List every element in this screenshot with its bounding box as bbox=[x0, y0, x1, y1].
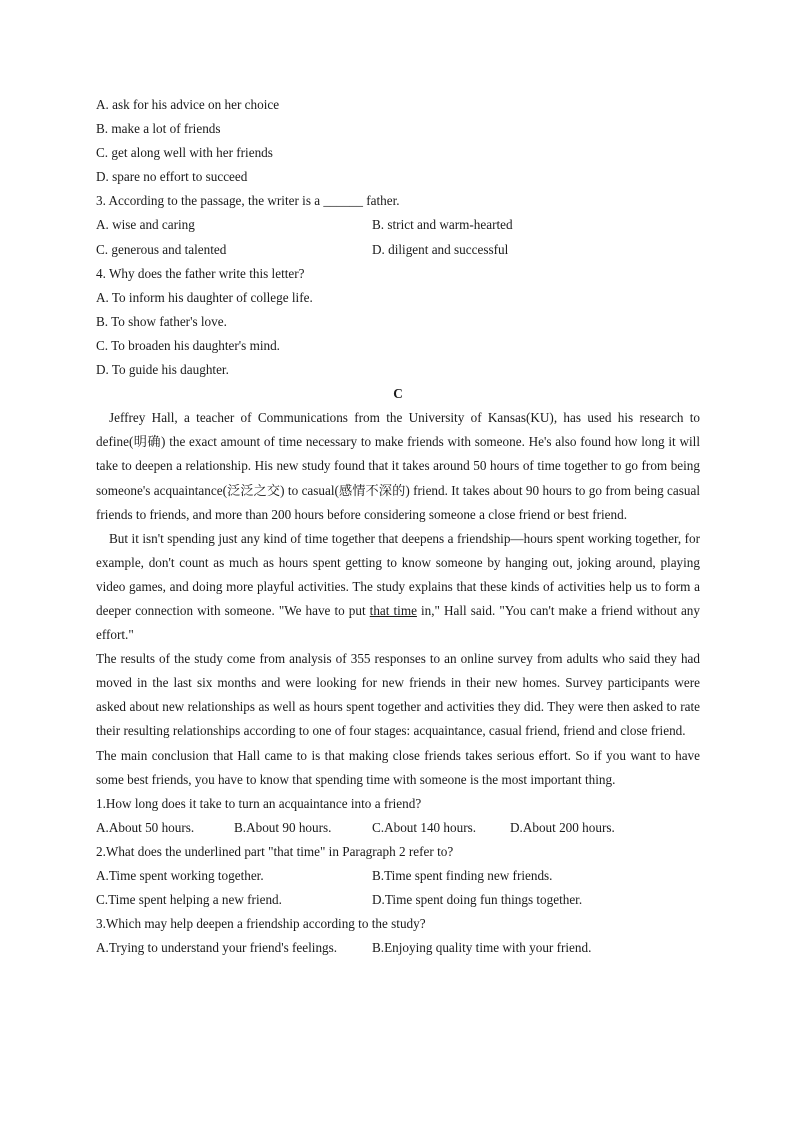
q3-option-a: A. wise and caring bbox=[96, 217, 195, 233]
q3-options-row-2 bbox=[96, 238, 700, 262]
paragraph-2-text-after: in," Hall said. "You can't make a friend without any effort." bbox=[96, 602, 700, 643]
c-q1-option-b: B.About 90 hours. bbox=[234, 819, 332, 835]
q4-option-a: A. To inform his daughter of college life. bbox=[96, 289, 313, 305]
c-q1-option-a: A.About 50 hours. bbox=[96, 819, 195, 835]
passage-paragraph-1: Jeffrey Hall, a teacher of Communications from the University of Kansas(KU), has used his research to define(明确) the exact amount of time necessary to make friends with someone. He's also found how long it will take to deepen a relationship. His new study found that it takes around 50 hours of time together to go from being someone's acquaintance(泛泛之交) to casual(感情不深的) friend. It takes about 90 hours to go from being casual friends to friends, and more than 200 hours before considering someone a close friend or best friend. bbox=[96, 410, 700, 522]
c-q2-option-a: A.Time spent working together. bbox=[96, 868, 264, 883]
c-q2-options-row-1 bbox=[96, 864, 700, 888]
c-q2-option-c: C.Time spent helping a new friend. bbox=[96, 892, 282, 908]
q4-question: 4. Why does the father write this letter? bbox=[96, 265, 305, 281]
c-q1-options-row bbox=[96, 816, 700, 840]
document-page bbox=[96, 93, 700, 960]
paragraph-2-text-before: But it isn't spending just any kind of time together that deepens a friendship—hours spent working together, for example, don't count as much as hours spent getting to know someone by hanging out, joking around, playing video games, and doing more playful activities. The study explains that these kinds of activities help us to form a deeper connection with someone. "We have to put bbox=[96, 530, 700, 618]
c-q3-option-b: B.Enjoying quality time with your friend. bbox=[372, 940, 592, 956]
q4-option-d: D. To guide his daughter. bbox=[96, 362, 229, 378]
q3-option-d: D. diligent and successful bbox=[372, 241, 509, 257]
c-q3-option-a: A.Trying to understand your friend's feelings. bbox=[96, 940, 338, 956]
c-q3-question: 3.Which may help deepen a friendship according to the study? bbox=[96, 916, 426, 932]
passage-paragraph-4: The main conclusion that Hall came to is that making close friends takes serious effort. So if you want to have some best friends, you have to know that spending time with someone is the most important thing. bbox=[96, 747, 700, 787]
passage-paragraph-3: The results of the study come from analysis of 355 responses to an online survey from adults who said they had moved in the last six months and were looking for new friends in their new homes. Survey participants were asked about new relationships as well as hours spent together and activities they did. They were then asked to rate their resulting relationships according to one of four stages: acquaintance, casual friend, friend and close friend. bbox=[96, 651, 700, 739]
underlined-phrase: that time bbox=[369, 602, 417, 618]
c-q1-question: 1.How long does it take to turn an acquaintance into a friend? bbox=[96, 795, 422, 811]
q3-option-c: C. generous and talented bbox=[96, 241, 227, 257]
q3-question: 3. According to the passage, the writer is a ______ father. bbox=[96, 193, 400, 209]
c-q1-option-c: C.About 140 hours. bbox=[372, 819, 477, 835]
q4-option-c: C. To broaden his daughter's mind. bbox=[96, 337, 280, 353]
q3-options-row-1 bbox=[96, 213, 700, 237]
c-q2-option-b: B.Time spent finding new friends. bbox=[372, 868, 553, 883]
q2-option-d: D. spare no effort to succeed bbox=[96, 169, 248, 185]
q2-option-c: C. get along well with her friends bbox=[96, 145, 273, 161]
c-q2-options-row-2 bbox=[96, 888, 700, 912]
q2-option-a: A. ask for his advice on her choice bbox=[96, 97, 280, 112]
q2-option-b: B. make a lot of friends bbox=[96, 121, 221, 137]
passage-paragraph-2 bbox=[96, 527, 700, 647]
q3-option-b: B. strict and warm-hearted bbox=[372, 217, 513, 233]
q4-option-b: B. To show father's love. bbox=[96, 313, 227, 329]
c-q1-option-d: D.About 200 hours. bbox=[510, 819, 615, 835]
section-title: C bbox=[393, 386, 403, 402]
c-q2-question: 2.What does the underlined part "that time" in Paragraph 2 refer to? bbox=[96, 843, 454, 859]
c-q3-options-row bbox=[96, 936, 700, 960]
c-q2-option-d: D.Time spent doing fun things together. bbox=[372, 892, 583, 908]
